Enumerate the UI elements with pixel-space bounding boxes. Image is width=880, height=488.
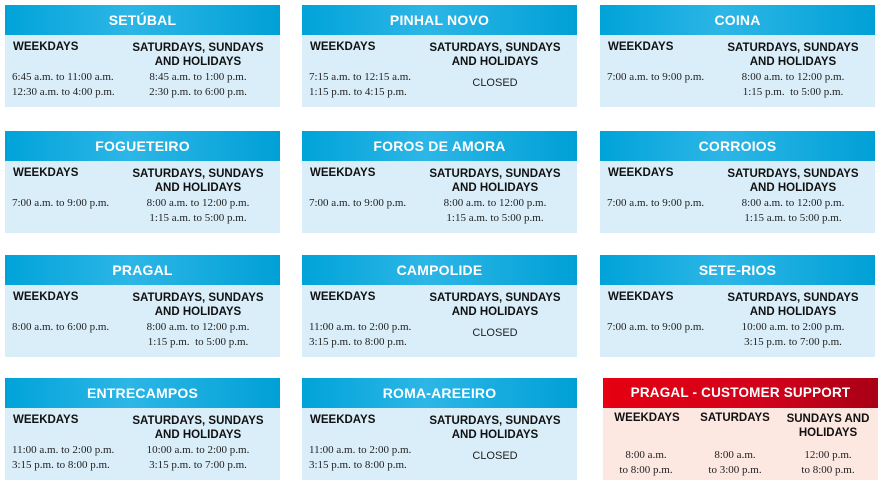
col-weekdays: WEEKDAYS — [13, 414, 79, 426]
col-weekend: SATURDAYS, SUNDAYS AND HOLIDAYS — [429, 168, 561, 194]
col-weekdays: WEEKDAYS — [310, 414, 376, 426]
hours-weekdays: 7:15 a.m. to 12:15 a.m. 1:15 p.m. to 4:15 p.m. — [309, 71, 412, 98]
station-name: SETE-RIOS — [600, 255, 875, 285]
hours-weekend: 8:00 a.m. to 12:00 p.m. 1:15 a.m. to 5:00 p.m. — [443, 197, 547, 224]
hours-body — [600, 319, 875, 357]
column-headers — [5, 285, 280, 319]
col-weekdays: WEEKDAYS — [608, 167, 674, 179]
hours-saturdays: 8:00 a.m. to 3:00 p.m. — [708, 449, 762, 476]
hours-weekdays: 11:00 a.m. to 2:00 p.m. 3:15 p.m. to 8:00 p.m. — [12, 444, 115, 471]
hours-sundays: 12:00 p.m. to 8:00 p.m. — [801, 449, 855, 476]
col-weekend: SATURDAYS, SUNDAYS AND HOLIDAYS — [132, 168, 264, 194]
station-card — [5, 255, 280, 357]
col-sundays-holidays: SUNDAYS AND HOLIDAYS — [786, 413, 870, 439]
col-weekdays: WEEKDAYS — [310, 291, 376, 303]
column-headers — [302, 35, 577, 69]
hours-body — [302, 319, 577, 357]
hours-weekend: 8:00 a.m. to 12:00 p.m. 1:15 a.m. to 5:00 p.m. — [741, 197, 845, 224]
col-weekdays: WEEKDAYS — [13, 41, 79, 53]
station-card — [600, 131, 875, 233]
station-name: PINHAL NOVO — [302, 5, 577, 35]
station-card — [302, 255, 577, 357]
column-headers — [600, 35, 875, 69]
station-card — [600, 255, 875, 357]
col-weekend: SATURDAYS, SUNDAYS AND HOLIDAYS — [132, 42, 264, 68]
station-card — [5, 5, 280, 107]
col-weekdays: WEEKDAYS — [608, 41, 674, 53]
closed-label: CLOSED — [472, 450, 518, 462]
hours-body — [302, 195, 577, 233]
hours-body — [5, 69, 280, 107]
hours-body — [600, 69, 875, 107]
col-weekdays: WEEKDAYS — [614, 412, 680, 424]
station-name: PRAGAL — [5, 255, 280, 285]
station-card — [302, 131, 577, 233]
hours-weekdays: 7:00 a.m. to 9:00 p.m. — [607, 197, 705, 209]
hours-weekdays: 7:00 a.m. to 9:00 p.m. — [309, 197, 407, 209]
station-name: CAMPOLIDE — [302, 255, 577, 285]
col-weekend: SATURDAYS, SUNDAYS AND HOLIDAYS — [132, 415, 264, 441]
station-name: ROMA-AREEIRO — [302, 378, 577, 408]
col-weekend: SATURDAYS, SUNDAYS AND HOLIDAYS — [727, 292, 859, 318]
column-headers — [600, 161, 875, 195]
hours-body — [302, 442, 577, 480]
hours-body — [5, 195, 280, 233]
col-weekdays: WEEKDAYS — [310, 41, 376, 53]
card-title: PRAGAL - CUSTOMER SUPPORT — [603, 378, 878, 408]
station-name: COINA — [600, 5, 875, 35]
hours-weekdays: 11:00 a.m. to 2:00 p.m. 3:15 p.m. to 8:00 p.m. — [309, 321, 412, 348]
hours-weekdays: 6:45 a.m. to 11:00 a.m. 12:30 a.m. to 4:00 p.m. — [12, 71, 115, 98]
hours-weekend: 8:45 a.m. to 1:00 p.m. 2:30 p.m. to 6:00 p.m. — [149, 71, 247, 98]
hours-weekend: 8:00 a.m. to 12:00 p.m. 1:15 p.m. to 5:00 p.m. — [741, 71, 845, 98]
col-weekdays: WEEKDAYS — [13, 167, 79, 179]
station-name: CORROIOS — [600, 131, 875, 161]
col-weekend: SATURDAYS, SUNDAYS AND HOLIDAYS — [727, 168, 859, 194]
column-headers — [603, 408, 878, 442]
hours-weekend: 10:00 a.m. to 2:00 p.m. 3:15 p.m. to 7:00 p.m. — [146, 444, 250, 471]
column-headers — [302, 408, 577, 442]
hours-weekdays: 11:00 a.m. to 2:00 p.m. 3:15 p.m. to 8:00 p.m. — [309, 444, 412, 471]
col-weekend: SATURDAYS, SUNDAYS AND HOLIDAYS — [132, 292, 264, 318]
column-headers — [600, 285, 875, 319]
column-headers — [302, 285, 577, 319]
hours-body — [600, 195, 875, 233]
station-card — [5, 378, 280, 480]
col-weekdays: WEEKDAYS — [310, 167, 376, 179]
station-name: SETÚBAL — [5, 5, 280, 35]
station-name: FOGUETEIRO — [5, 131, 280, 161]
column-headers — [5, 35, 280, 69]
station-card — [302, 378, 577, 480]
hours-weekdays: 7:00 a.m. to 9:00 p.m. — [607, 321, 705, 333]
station-card — [302, 5, 577, 107]
col-weekend: SATURDAYS, SUNDAYS AND HOLIDAYS — [429, 415, 561, 441]
column-headers — [302, 161, 577, 195]
hours-body — [5, 319, 280, 357]
hours-weekdays: 7:00 a.m. to 9:00 p.m. — [12, 197, 110, 209]
closed-label: CLOSED — [472, 77, 518, 89]
col-weekend: SATURDAYS, SUNDAYS AND HOLIDAYS — [429, 292, 561, 318]
hours-weekdays: 8:00 a.m. to 8:00 p.m. — [619, 449, 673, 476]
col-weekdays: WEEKDAYS — [608, 291, 674, 303]
closed-label: CLOSED — [472, 327, 518, 339]
hours-weekdays: 7:00 a.m. to 9:00 p.m. — [607, 71, 705, 83]
hours-weekend: 8:00 a.m. to 12:00 p.m. 1:15 p.m. to 5:00 p.m. — [146, 321, 250, 348]
hours-weekend: 10:00 a.m. to 2:00 p.m. 3:15 p.m. to 7:00 p.m. — [741, 321, 845, 348]
column-headers — [5, 161, 280, 195]
hours-weekdays: 8:00 a.m. to 6:00 p.m. — [12, 321, 110, 333]
col-weekend: SATURDAYS, SUNDAYS AND HOLIDAYS — [727, 42, 859, 68]
station-name: ENTRECAMPOS — [5, 378, 280, 408]
station-name: FOROS DE AMORA — [302, 131, 577, 161]
hours-weekend: 8:00 a.m. to 12:00 p.m. 1:15 a.m. to 5:00 p.m. — [146, 197, 250, 224]
station-card — [5, 131, 280, 233]
station-card — [600, 5, 875, 107]
col-weekend: SATURDAYS, SUNDAYS AND HOLIDAYS — [429, 42, 561, 68]
column-headers — [5, 408, 280, 442]
card-pragal-customer-support — [603, 378, 878, 480]
hours-body — [302, 69, 577, 107]
col-saturdays: SATURDAYS — [700, 412, 770, 424]
hours-body — [603, 442, 878, 480]
hours-body — [5, 442, 280, 480]
col-weekdays: WEEKDAYS — [13, 291, 79, 303]
